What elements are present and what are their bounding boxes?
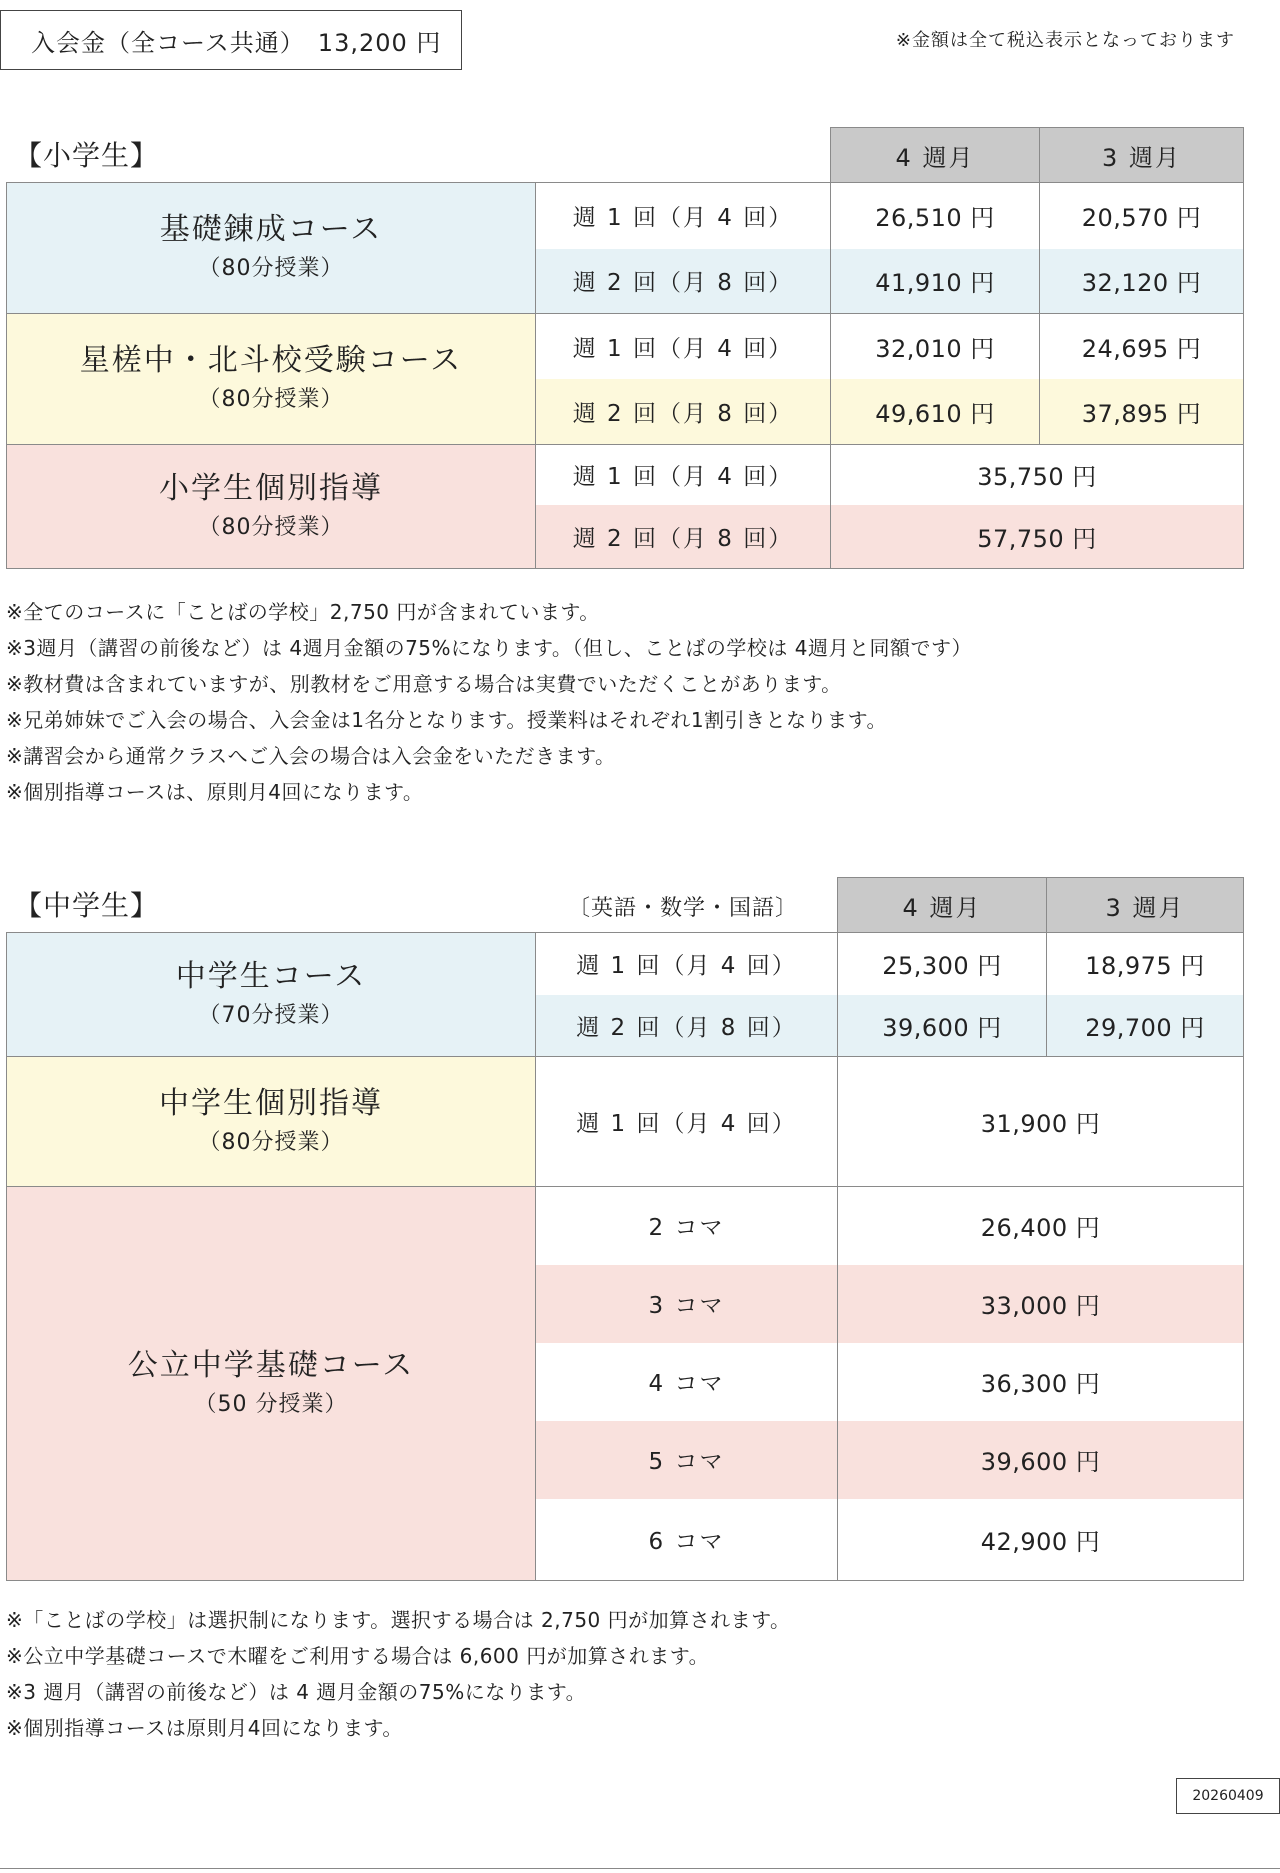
note-line: ※兄弟姉妹でご入会の場合、入会金は1名分となります。授業料はそれぞれ1割引きとなります。 [6,708,888,732]
price-merged: 33,000 円 [838,1265,1244,1343]
koma-cell: 6 コマ [536,1499,838,1581]
course-cell-public-basic [7,1187,536,1581]
note-line: ※公立中学基礎コースで木曜をご利用する場合は 6,600 円が加算されます。 [6,1644,710,1668]
course-name: 中学生個別指導 [159,1085,383,1121]
course-name: 小学生個別指導 [159,470,383,506]
note-line: ※個別指導コースは、原則月4回になります。 [6,780,424,804]
note-line: ※「ことばの学校」は選択制になります。選択する場合は 2,750 円が加算されます。 [6,1608,791,1632]
price-merged: 26,400 円 [838,1187,1244,1265]
course-duration: （70分授業） [198,1002,344,1028]
note-line: ※講習会から通常クラスへご入会の場合は入会金をいただきます。 [6,744,616,768]
junior-price-table [6,877,1244,1581]
price-3-weeks: 20,570 円 [1040,183,1244,249]
frequency-cell: 週 1 回（月 4 回） [536,1057,838,1187]
junior-section-title: 【中学生】 [14,889,160,922]
price-4-weeks: 32,010 円 [831,314,1040,379]
elementary-section-title: 【小学生】 [14,139,160,172]
frequency-cell: 週 1 回（月 4 回） [536,314,831,379]
price-4-weeks: 41,910 円 [831,249,1040,314]
note-line: ※個別指導コースは原則月4回になります。 [6,1716,403,1740]
course-duration: （80分授業） [198,256,344,282]
note-line: ※教材費は含まれていますが、別教材をご用意する場合は実費でいただくことがあります。 [6,672,842,696]
price-merged: 35,750 円 [831,445,1244,505]
elementary-notes [6,594,972,810]
price-3-weeks: 32,120 円 [1040,249,1244,314]
frequency-cell: 週 2 回（月 8 回） [536,505,831,569]
enrollment-fee-box [0,10,462,70]
enrollment-fee-text: 入会金（全コース共通） 13,200 円 [31,28,442,57]
koma-cell: 5 コマ [536,1421,838,1499]
tax-note: ※金額は全て税込表示となっております [895,30,1235,51]
frequency-cell: 週 2 回（月 8 回） [536,995,838,1057]
course-name: 中学生コース [175,958,367,994]
course-cell-junior-high [7,933,536,1057]
course-cell-junior-individual [7,1057,536,1187]
price-4-weeks: 39,600 円 [838,995,1047,1057]
koma-cell: 3 コマ [536,1265,838,1343]
price-merged: 42,900 円 [838,1499,1244,1581]
course-duration: （80分授業） [198,387,344,413]
course-name: 基礎錬成コース [159,212,383,248]
column-header-4-weeks: 4 週月 [838,878,1047,933]
course-duration: （80分授業） [198,1129,344,1155]
price-4-weeks: 25,300 円 [838,933,1047,995]
price-merged: 39,600 円 [838,1421,1244,1499]
frequency-cell: 週 1 回（月 4 回） [536,183,831,249]
frequency-cell: 週 1 回（月 4 回） [536,933,838,995]
price-merged: 57,750 円 [831,505,1244,569]
column-header-4-weeks: 4 週月 [831,128,1040,183]
note-line: ※3週月（講習の前後など）は 4週月金額の75%になります。（但し、ことばの学校は 4週月と同額です） [6,636,972,660]
price-3-weeks: 37,895 円 [1040,379,1244,445]
column-header-3-weeks: 3 週月 [1040,128,1244,183]
price-4-weeks: 49,610 円 [831,379,1040,445]
note-line: ※全てのコースに「ことばの学校」2,750 円が含まれています。 [6,600,600,624]
koma-cell: 2 コマ [536,1187,838,1265]
course-name: 星槎中・北斗校受験コース [79,343,463,379]
price-4-weeks: 26,510 円 [831,183,1040,249]
frequency-cell: 週 1 回（月 4 回） [536,445,831,505]
koma-cell: 4 コマ [536,1343,838,1421]
frequency-cell: 週 2 回（月 8 回） [536,249,831,314]
junior-subjects-label: 〔英語・数学・国語〕 [568,896,799,921]
price-3-weeks: 24,695 円 [1040,314,1244,379]
course-duration: （80分授業） [198,514,344,540]
price-3-weeks: 18,975 円 [1047,933,1244,995]
course-cell-kiso-rensei [7,183,536,314]
document-id: 20260409 [1192,1788,1264,1804]
course-name: 公立中学基礎コース [127,1347,415,1383]
junior-notes [6,1602,791,1746]
note-line: ※3 週月（講習の前後など）は 4 週月金額の75%になります。 [6,1680,587,1704]
price-merged: 31,900 円 [838,1057,1244,1187]
price-merged: 36,300 円 [838,1343,1244,1421]
course-duration: （50 分授業） [194,1391,348,1417]
document-id-box [1176,1778,1280,1814]
course-cell-elementary-individual [7,445,536,569]
column-header-3-weeks: 3 週月 [1047,878,1244,933]
price-3-weeks: 29,700 円 [1047,995,1244,1057]
elementary-price-table [6,127,1244,569]
course-cell-entrance-exam [7,314,536,445]
frequency-cell: 週 2 回（月 8 回） [536,379,831,445]
bottom-divider [0,1868,1280,1869]
